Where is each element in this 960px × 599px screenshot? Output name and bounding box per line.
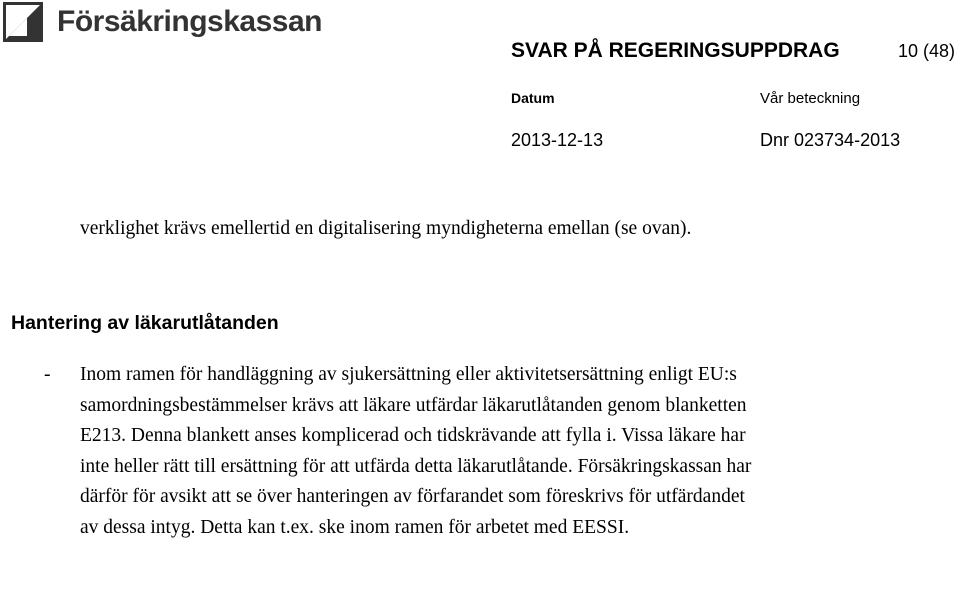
date-value: 2013-12-13 (511, 130, 604, 150)
section-heading: Hantering av läkarutlåtanden (11, 312, 279, 334)
logo (3, 2, 322, 42)
date-label: Datum (511, 90, 555, 106)
bullet-paragraph: Inom ramen för handläggning av sjukersättning eller aktivitetsersättning enligt EU:s samordningsbestämmelser krävs att läkare utfärdar läkarutlåtanden genom blanketten E213. Denna blankett anses komplicerad och tidskrävande att fylla i. Vissa läkare har inte heller rätt till ersättning för att utfärda detta läkarutlåtande. Försäkringskassan har därför för avsikt att se över hanteringen av förfarandet som föreskrivs för utfärdandet av dessa intyg. Detta kan t.ex. ske inom ramen för arbetet med EESSI. (80, 364, 752, 538)
forsakringskassan-logo-icon (3, 2, 43, 42)
reference-label: Vår beteckning (760, 90, 861, 107)
page-number: 10 (48) (898, 41, 956, 61)
document-type: SVAR PÅ REGERINGSUPPDRAG (511, 39, 840, 62)
reference-value: Dnr 023734-2013 (760, 130, 901, 150)
intro-paragraph: verklighet krävs emellertid en digitalisering myndigheterna emellan (se ovan). (80, 218, 692, 239)
bullet-marker: - (44, 364, 51, 385)
logo-text: Försäkringskassan (57, 5, 322, 38)
